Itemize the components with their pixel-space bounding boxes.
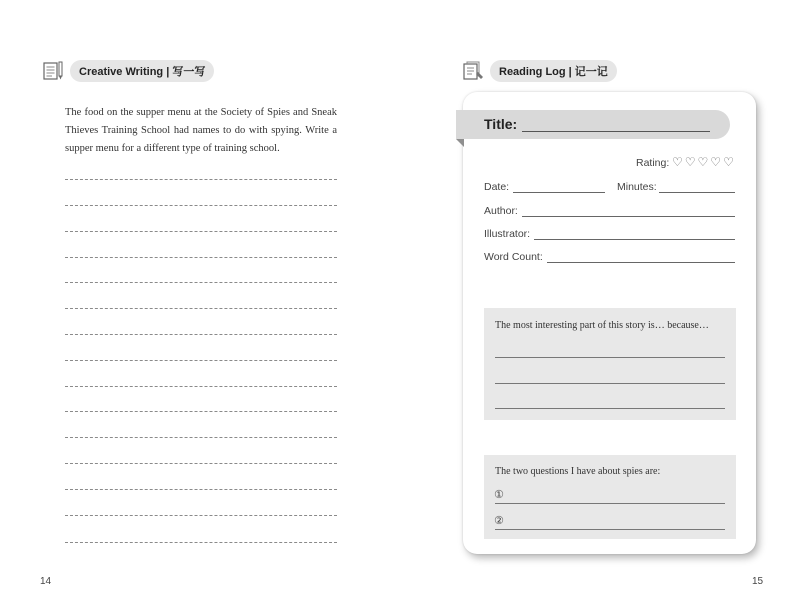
heart-icon[interactable]: ♡ — [710, 155, 722, 169]
word-count-label: Word Count: — [484, 251, 543, 263]
reading-log-header — [462, 60, 617, 82]
rating-hearts[interactable] — [672, 156, 734, 168]
author-field[interactable] — [522, 216, 735, 217]
minutes-label: Minutes: — [617, 181, 657, 193]
notepad-pencil-icon — [42, 60, 64, 82]
title-banner-fold — [456, 139, 464, 147]
interesting-part-prompt: The most interesting part of this story is… because… — [495, 320, 709, 331]
section-title: Creative Writing | 写一写 — [70, 60, 214, 82]
writing-line[interactable] — [65, 386, 337, 387]
writing-prompt: The food on the supper menu at the Society of Spies and Sneak Thieves Training School had names to do with spying. Write a supper menu for a different type of training school. — [65, 107, 337, 154]
writing-line[interactable] — [65, 489, 337, 490]
heart-icon[interactable]: ♡ — [684, 155, 696, 169]
writing-line[interactable] — [65, 411, 337, 412]
heart-icon[interactable]: ♡ — [697, 155, 709, 169]
writing-line[interactable] — [65, 282, 337, 283]
question-line-2[interactable] — [495, 529, 725, 530]
writing-line[interactable] — [65, 542, 337, 543]
title-label: Title: — [484, 116, 518, 132]
section-title: Reading Log | 记一记 — [490, 60, 617, 82]
word-count-field[interactable] — [547, 262, 735, 263]
writing-line[interactable] — [65, 515, 337, 516]
questions-prompt: The two questions I have about spies are: — [495, 466, 661, 477]
illustrator-label: Illustrator: — [484, 228, 531, 240]
writing-line[interactable] — [65, 179, 337, 180]
answer-line[interactable] — [495, 408, 725, 409]
illustrator-field[interactable] — [534, 239, 735, 240]
writing-line[interactable] — [65, 360, 337, 361]
writing-line[interactable] — [65, 308, 337, 309]
date-label: Date: — [484, 181, 510, 193]
question-marker-1: ① — [494, 488, 504, 501]
writing-line[interactable] — [65, 205, 337, 206]
question-line-1[interactable] — [495, 503, 725, 504]
writing-line[interactable] — [65, 334, 337, 335]
writing-line[interactable] — [65, 437, 337, 438]
title-field[interactable] — [522, 131, 710, 132]
heart-icon[interactable]: ♡ — [672, 155, 683, 169]
heart-icon[interactable]: ♡ — [723, 155, 734, 169]
date-field[interactable] — [513, 192, 605, 193]
answer-line[interactable] — [495, 383, 725, 384]
page-number-left: 14 — [40, 576, 52, 587]
answer-line[interactable] — [495, 357, 725, 358]
author-label: Author: — [484, 205, 518, 217]
book-log-icon — [462, 60, 484, 82]
creative-writing-header — [42, 60, 214, 82]
question-marker-2: ② — [494, 514, 504, 527]
writing-line[interactable] — [65, 257, 337, 258]
writing-line[interactable] — [65, 231, 337, 232]
page-number-right: 15 — [752, 576, 764, 587]
writing-line[interactable] — [65, 463, 337, 464]
rating-label: Rating: — [636, 157, 670, 169]
minutes-field[interactable] — [659, 192, 735, 193]
